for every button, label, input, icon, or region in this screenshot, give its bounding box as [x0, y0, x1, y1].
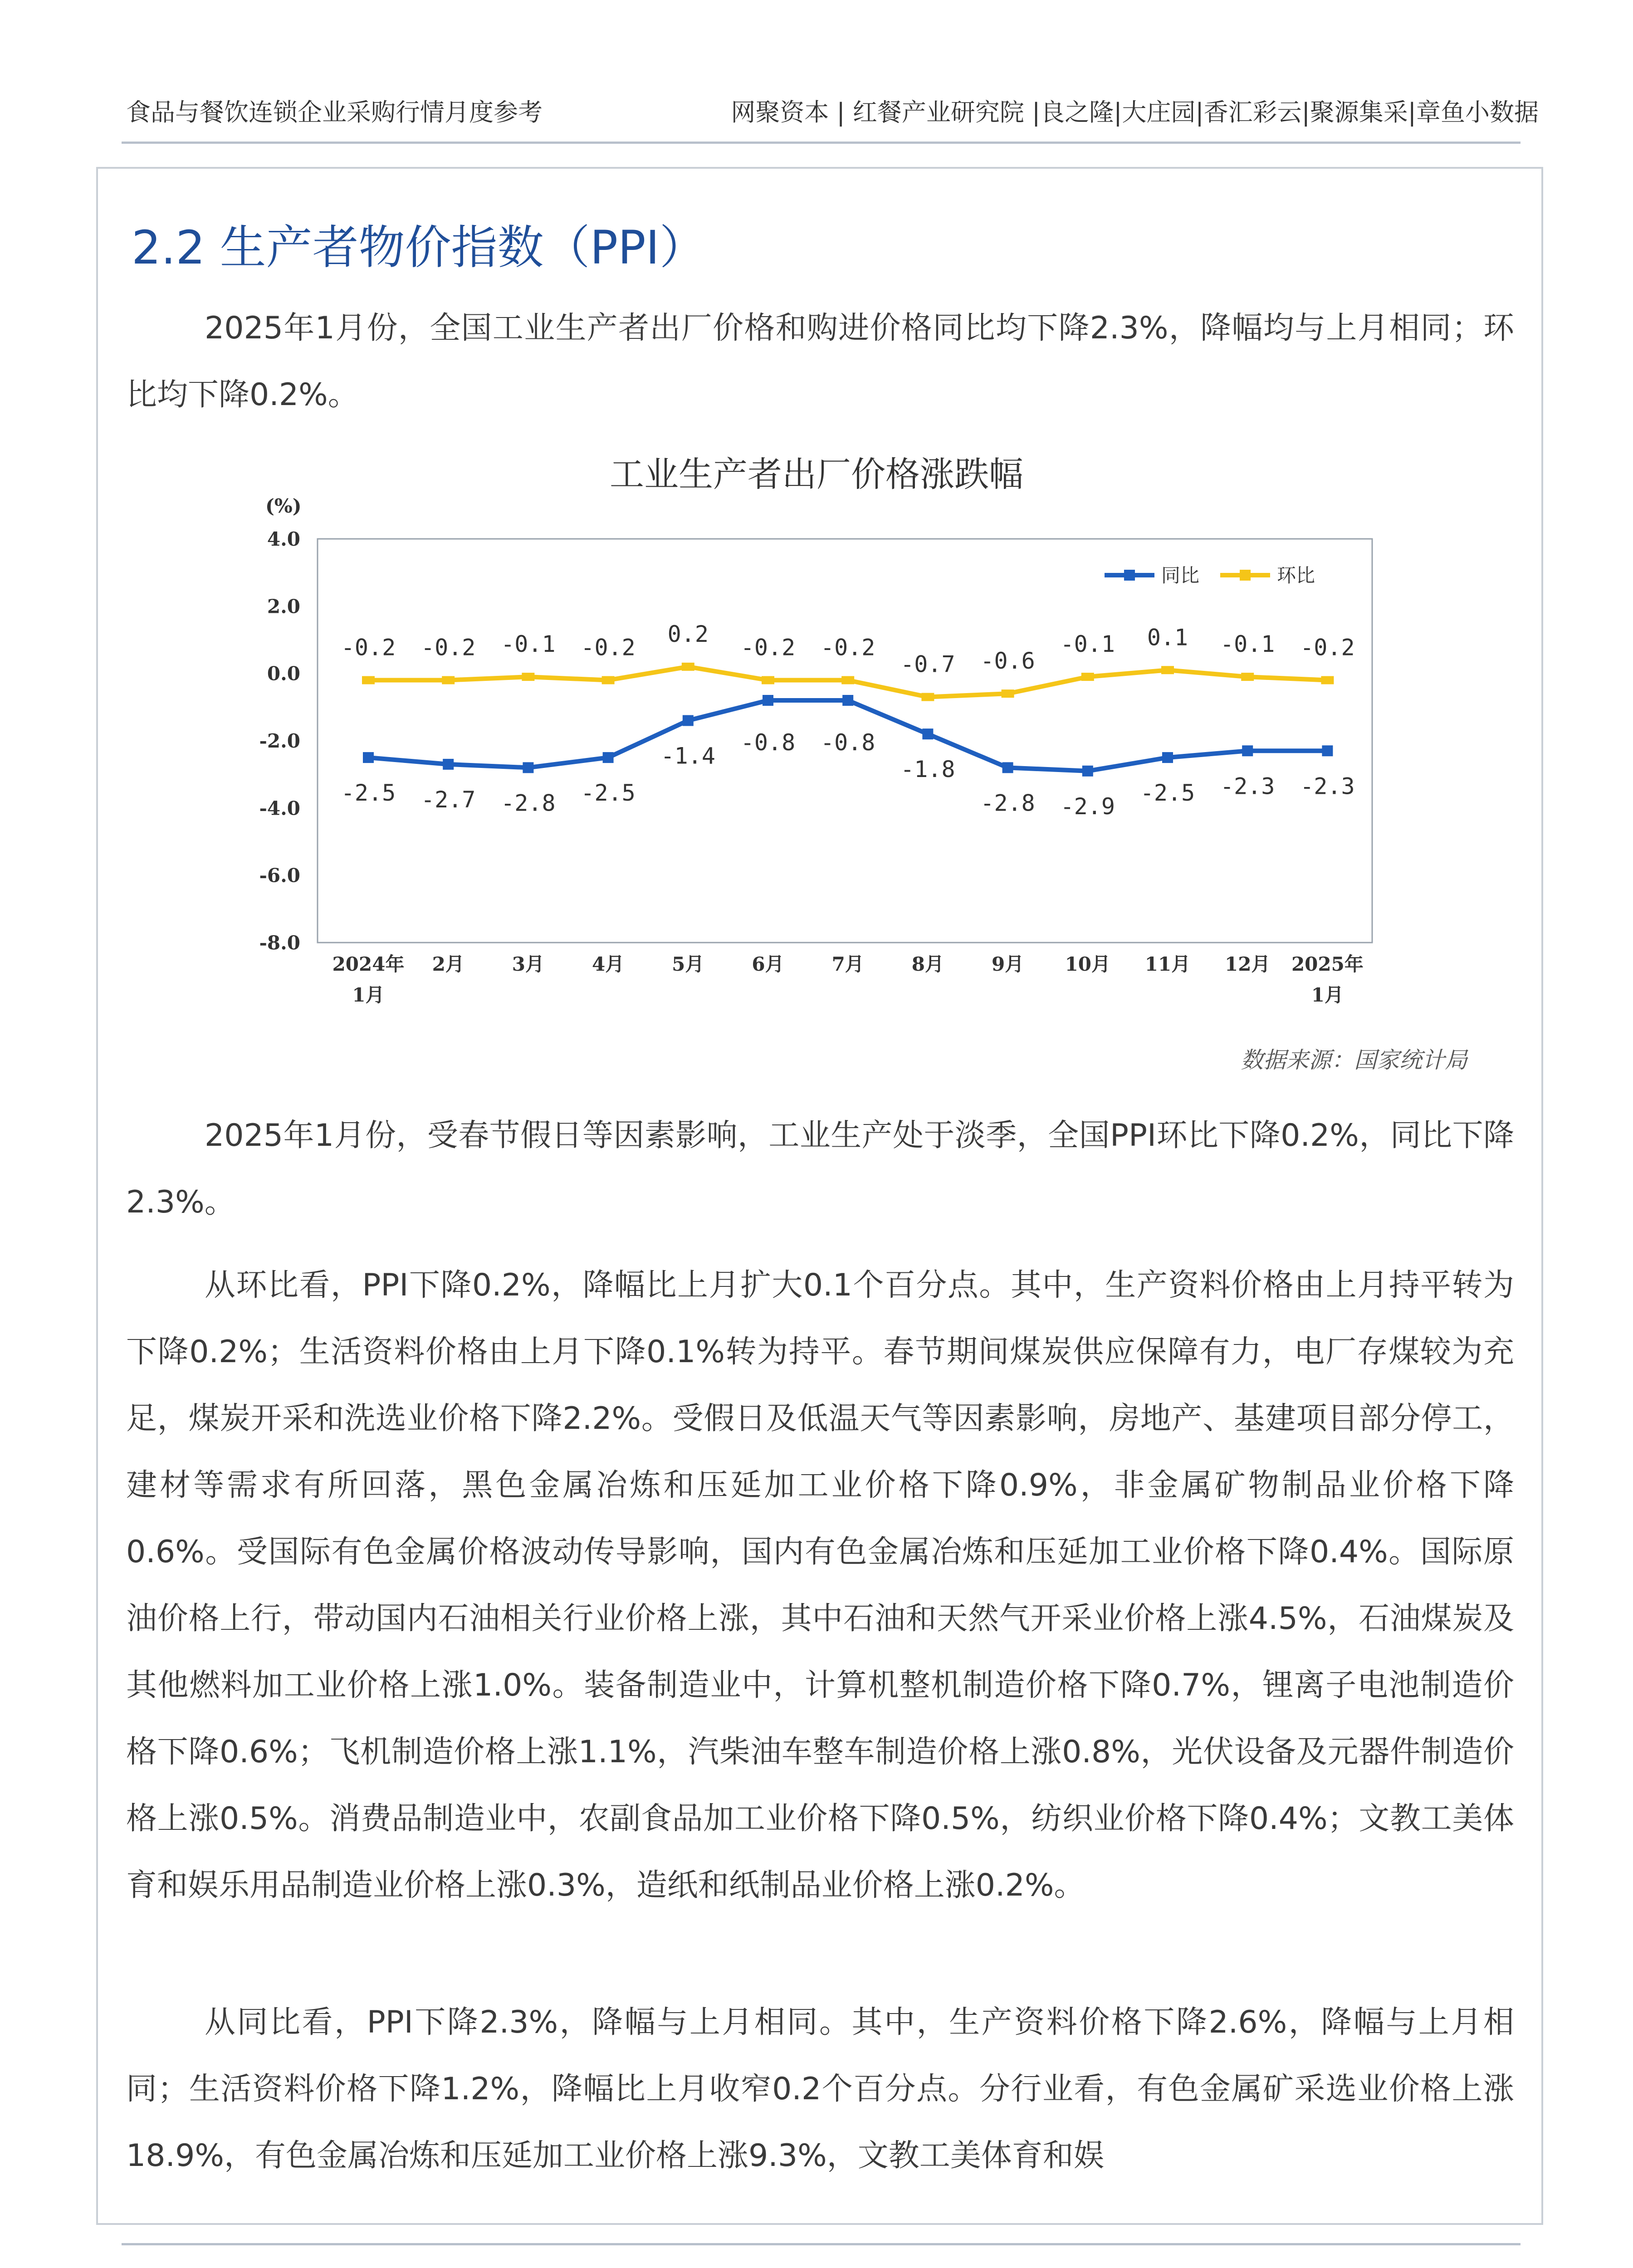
y-tick-label: -6.0 — [259, 864, 300, 887]
data-point — [602, 676, 615, 684]
data-point — [442, 676, 455, 684]
data-point — [522, 673, 534, 681]
legend-marker — [1124, 570, 1135, 581]
data-point — [1082, 766, 1093, 777]
data-label: -2.3 — [1300, 773, 1355, 800]
data-label: -0.2 — [740, 634, 796, 661]
data-point — [363, 752, 374, 763]
y-tick-label: -8.0 — [259, 932, 300, 954]
data-point — [443, 759, 454, 770]
data-point — [362, 676, 375, 684]
header-publishers: 网聚资本 | 红餐产业研究院 |良之隆|大庄园|香汇彩云|聚源集采|章鱼小数据 — [731, 98, 1539, 127]
y-tick-label: 2.0 — [267, 595, 300, 618]
y-tick-label: -2.0 — [259, 730, 300, 752]
data-point — [1081, 673, 1094, 681]
y-axis-unit: (%) — [265, 495, 302, 517]
data-point — [921, 693, 934, 701]
data-point — [1162, 752, 1173, 763]
data-point — [763, 695, 773, 706]
data-label: -2.9 — [1060, 793, 1115, 820]
x-tick-label: 2025年 — [1291, 953, 1364, 975]
data-label: -0.1 — [1060, 631, 1115, 658]
data-point — [1322, 745, 1333, 756]
data-label: -0.1 — [1220, 631, 1275, 658]
paragraph-text: 2025年1月份，全国工业生产者出厂价格和购进价格同比均下降2.3%，降幅均与上月相同；环比均下降0.2%。 — [126, 310, 1514, 413]
data-label: -2.5 — [341, 780, 396, 807]
paragraph-text: 从环比看，PPI下降0.2%，降幅比上月扩大0.1个百分点。其中，生产资料价格由上月持平转为下降0.2%；生活资料价格由上月下降0.1%转为持平。春节期间煤炭供应保障有力，电厂存煤较为充足，煤炭开采和洗选业价格下降2.2%。受假日及低温天气等因素影响，房地产、基建项目部分停工，建材等需求有所回落，黑色金属冶炼和压延加工业价格下降0.9%，非金属矿物制品业价格下降0.6%。受国际有色金属价格波动传导影响，国内有色金属冶炼和压延加工业价格下降0.4%。国际原油价格上行，带动国内石油相关行业价格上涨，其中石油和天然气开采业价格上涨4.5%，石油煤炭及其他燃料加工业价格上涨1.0%。装备制造业中，计算机整机制造价格下降0.7%，锂离子电池制造价格下降0.6%；飞机制造价格上涨1.1%，汽柴油车整车制造价格上涨0.8%，光伏设备及元器件制造价格上涨0.5%。消费品制造业中，农副食品加工业价格下降0.5%，纺织业价格下降0.4%；文教工美体育和娱乐用品制造业价格上涨0.3%，造纸和纸制品业价格上涨0.2%。 — [126, 1267, 1514, 1903]
paragraph-text: 2025年1月份，受春节假日等因素影响，工业生产处于淡季，全国PPI环比下降0.2%，同比下降2.3%。 — [126, 1118, 1514, 1220]
data-label: 0.2 — [667, 621, 709, 647]
chart-source: 数据来源：国家统计局 — [1241, 1047, 1467, 1073]
data-label: -0.2 — [820, 634, 875, 661]
data-label: -0.8 — [740, 729, 796, 756]
data-label: -0.8 — [820, 729, 875, 756]
data-point — [841, 676, 854, 684]
x-tick-label: 12月 — [1224, 953, 1271, 975]
data-label: -0.7 — [900, 651, 955, 678]
header-report-title: 食品与餐饮连锁企业采购行情月度参考 — [126, 98, 543, 127]
data-label: -2.3 — [1220, 773, 1275, 800]
data-label: -2.7 — [420, 786, 476, 813]
x-tick-label: 2024年 — [332, 953, 405, 975]
data-point — [842, 695, 853, 706]
data-point — [683, 715, 694, 726]
legend-label: 环比 — [1277, 564, 1315, 587]
x-tick-label: 6月 — [752, 953, 784, 975]
x-tick-label: 10月 — [1065, 953, 1111, 975]
data-label: -1.4 — [660, 743, 716, 769]
data-label: -0.1 — [501, 631, 556, 658]
data-point — [1242, 745, 1253, 756]
data-point — [1241, 673, 1254, 681]
legend-marker — [1240, 570, 1251, 581]
x-tick-label: 1月 — [1311, 984, 1344, 1006]
x-tick-label: 2月 — [432, 953, 464, 975]
data-point — [682, 663, 694, 671]
footer-divider — [122, 2243, 1521, 2245]
data-label: -2.8 — [501, 790, 556, 816]
chart-title: 工业生产者出厂价格涨跌幅 — [610, 454, 1023, 494]
x-tick-label: 5月 — [672, 953, 704, 975]
data-point — [523, 762, 533, 773]
x-tick-label: 1月 — [352, 984, 385, 1006]
paragraph-year-on-year — [126, 1989, 1514, 2189]
data-label: -0.2 — [581, 634, 636, 661]
data-point — [1002, 689, 1014, 698]
y-tick-label: 4.0 — [267, 528, 300, 550]
paragraph-text: 从同比看，PPI下降2.3%，降幅与上月相同。其中，生产资料价格下降2.6%，降幅与上月相同；生活资料价格下降1.2%，降幅比上月收窄0.2个百分点。分行业看，有色金属矿采选业价格上涨18.9%，有色金属冶炼和压延加工业价格上涨9.3%，文教工美体育和娱 — [126, 2004, 1514, 2174]
x-tick-label: 8月 — [911, 953, 944, 975]
data-point — [922, 728, 933, 739]
paragraph-overview — [126, 1102, 1514, 1236]
ppi-line-chart — [0, 0, 1633, 1080]
legend-label: 同比 — [1161, 564, 1200, 587]
data-point — [1321, 676, 1334, 684]
data-point — [1161, 666, 1174, 674]
data-label: -2.5 — [581, 780, 636, 807]
data-point — [603, 752, 614, 763]
x-tick-label: 9月 — [991, 953, 1024, 975]
paragraph-month-on-month — [126, 1252, 1514, 1919]
data-label: -0.2 — [420, 634, 476, 661]
x-tick-label: 7月 — [831, 953, 864, 975]
data-point — [1002, 762, 1013, 773]
section-title: 2.2 生产者物价指数（PPI） — [132, 221, 706, 275]
data-label: -1.8 — [900, 756, 955, 783]
y-tick-label: -4.0 — [259, 797, 300, 820]
data-label: -2.5 — [1140, 780, 1195, 807]
data-label: -0.2 — [1300, 634, 1355, 661]
x-tick-label: 4月 — [592, 953, 625, 975]
data-point — [762, 676, 774, 684]
data-label: -0.6 — [980, 648, 1035, 675]
x-tick-label: 11月 — [1144, 953, 1191, 975]
data-label: 0.1 — [1147, 624, 1188, 651]
data-label: -0.2 — [341, 634, 396, 661]
x-tick-label: 3月 — [512, 953, 545, 975]
data-label: -2.8 — [980, 790, 1035, 816]
y-tick-label: 0.0 — [267, 662, 300, 685]
